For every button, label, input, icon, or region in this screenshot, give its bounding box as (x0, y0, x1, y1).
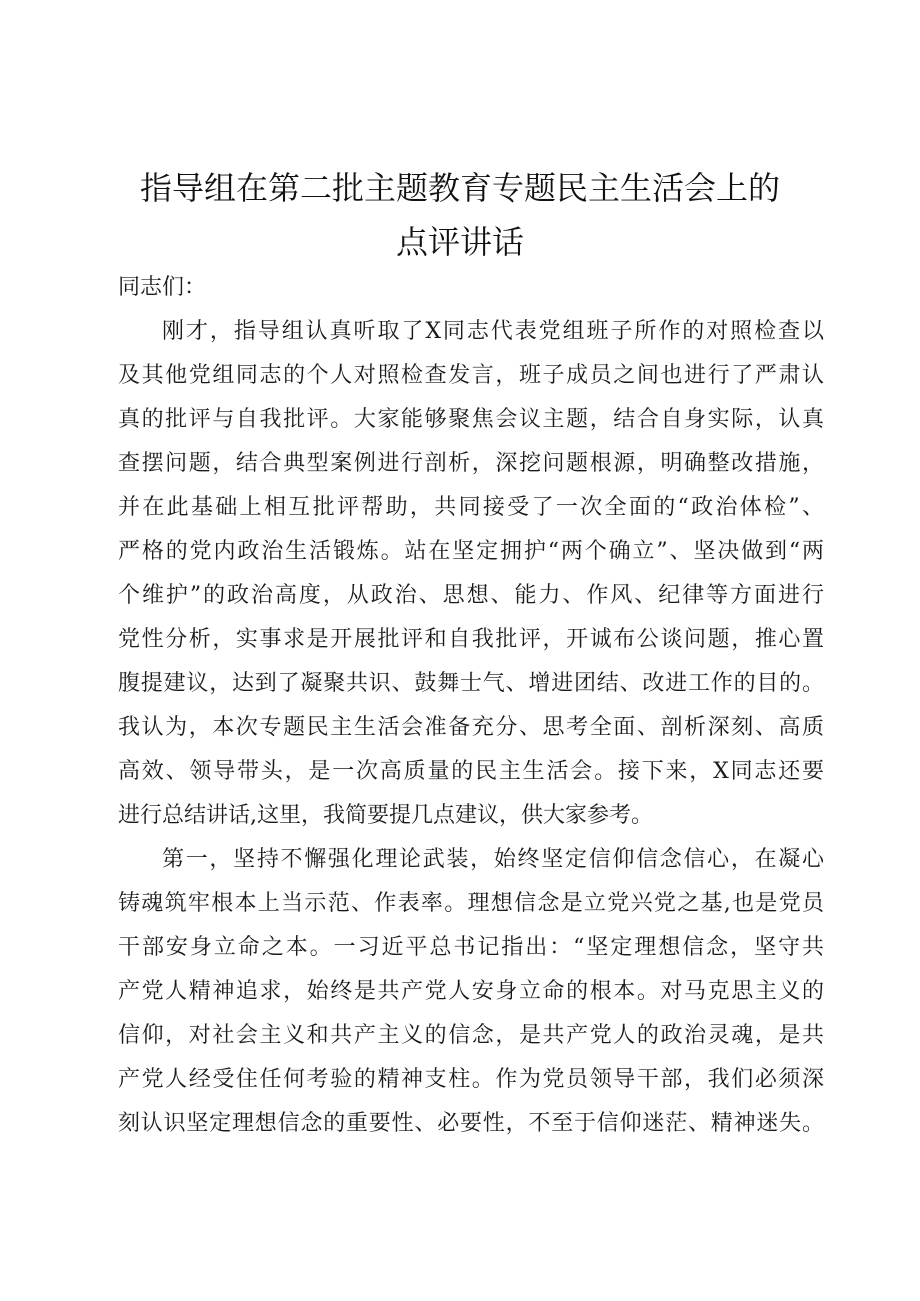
paragraph-line: 查摆问题，结合典型案例进行剖析，深挖问题根源，明确整改措施， (118, 451, 824, 476)
paragraph-line: 信仰，对社会主义和共产主义的信念，是共产党人的政治灵魂，是共 (118, 1023, 824, 1048)
document-title-line-2: 点评讲话 (395, 223, 524, 261)
paragraph-line: 进行总结讲话,这里，我简要提几点建议，供大家参考。 (118, 803, 653, 828)
paragraph-line: 腹提建议，达到了凝聚共识、鼓舞士气、增进团结、改进工作的目的。 (118, 671, 824, 696)
paragraph-line: 第一，坚持不懈强化理论武装，始终坚定信仰信念信心，在凝心 (162, 847, 824, 872)
paragraph-line: 刚才，指导组认真听取了X同志代表党组班子所作的对照检查以 (162, 319, 824, 344)
paragraph-line: 干部安身立命之本。一习近平总书记指出：“坚定理想信念，坚守共 (118, 935, 824, 960)
paragraph-line: 真的批评与自我批评。大家能够聚焦会议主题，结合自身实际，认真 (118, 407, 824, 432)
paragraph-line: 并在此基础上相互批评帮助，共同接受了一次全面的“政治体检”、 (118, 495, 824, 520)
paragraph-line: 高效、领导带头，是一次高质量的民主生活会。接下来，X同志还要 (118, 759, 824, 784)
paragraph-line: 个维护”的政治高度，从政治、思想、能力、作风、纪律等方面进行 (118, 583, 824, 608)
paragraph-line: 产党人经受住任何考验的精神支柱。作为党员领导干部，我们必须深 (118, 1067, 824, 1092)
paragraph-line: 严格的党内政治生活锻炼。站在坚定拥护“两个确立”、坚决做到“两 (118, 539, 824, 564)
paragraph-line: 我认为，本次专题民主生活会准备充分、思考全面、剖析深刻、高质 (118, 715, 824, 740)
paragraph-line: 铸魂筑牢根本上当示范、作表率。理想信念是立党兴党之基,也是党员 (118, 891, 824, 916)
paragraph-line: 刻认识坚定理想信念的重要性、必要性，不至于信仰迷茫、精神迷失。 (118, 1111, 824, 1136)
paragraph-line: 及其他党组同志的个人对照检查发言，班子成员之间也进行了严肃认 (118, 363, 824, 388)
paragraph-line: 党性分析，实事求是开展批评和自我批评，开诚布公谈问题，推心置 (118, 627, 824, 652)
document-title-line-1: 指导组在第二批主题教育专题民主生活会上的 (139, 169, 780, 207)
salutation: 同志们： (118, 275, 207, 300)
paragraph-line: 产党人精神追求，始终是共产党人安身立命的根本。对马克思主义的 (118, 979, 824, 1004)
